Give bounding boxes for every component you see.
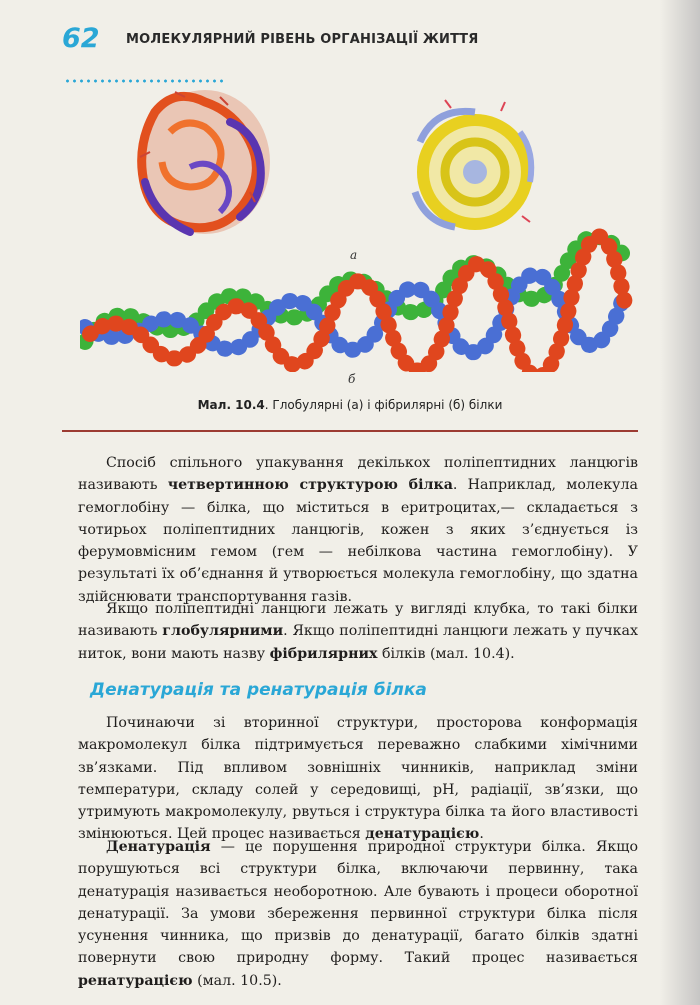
protein-illustration bbox=[80, 72, 640, 372]
p2-text-e: білків (мал. 10.4). bbox=[377, 645, 515, 662]
page-edge-shadow bbox=[660, 0, 700, 1005]
page-number: 62 bbox=[62, 23, 100, 54]
paragraph-quaternary bbox=[78, 452, 638, 608]
caption-number: Мал. 10.4 bbox=[197, 398, 265, 412]
section-rule bbox=[62, 430, 638, 432]
figure-label-a: а bbox=[350, 248, 358, 262]
figure-caption bbox=[0, 398, 700, 412]
term-renaturation: ренатурацією bbox=[78, 972, 193, 989]
term-fibrillar: фібрилярних bbox=[269, 645, 378, 662]
p2-text-a: Якщо поліпептидні ланцюги лежать у вигляді клубка, то такі білки називають bbox=[78, 601, 638, 640]
term-denaturation: денатурацією bbox=[365, 826, 480, 843]
figure-10-4 bbox=[80, 72, 640, 402]
paragraph-denaturation-definition bbox=[78, 836, 638, 992]
p4-text-b: — це порушення природної структури білка. Якщо порушуються всі структури білка, включаючи первинну, така денатурація називається необоротною. Але бувають і процеси оборотної денатурації. За умови збереження первинної структури білка після усунення чинника, що призвів до денатурації, багато білків здатні повернути свою природну форму. Такий процес називається bbox=[78, 839, 638, 967]
p4-text-d: (мал. 10.5). bbox=[192, 972, 282, 989]
p1-text-c: . Наприклад, молекула гемоглобіну — білка, що міститься в еритроцитах,— складається з чотирьох поліпептидних ланцюгів, кожен з яких з’єднується із ферумовмісним гемом (гем — небілкова частина гемоглобіну). У результаті їх об’єднання й утворюється молекула гемоглобіну, що здатна здійснювати транспортування газів. bbox=[78, 477, 638, 605]
term-globular: глобулярними bbox=[162, 623, 284, 640]
term-denaturation-def: Денатурація bbox=[106, 839, 211, 855]
term-quaternary-structure: четвертинною структурою білка bbox=[167, 477, 453, 494]
section-heading: Денатурація та ренатурація білка bbox=[90, 680, 427, 700]
paragraph-globular-fibrillar bbox=[78, 598, 638, 665]
caption-text: . Глобулярні (а) і фібрилярні (б) білки bbox=[264, 398, 503, 412]
p2-text-c: . Якщо поліпептидні ланцюги лежать у пучках ниток, вони мають назву bbox=[78, 623, 638, 662]
p3-text-a: Починаючи зі вторинної структури, просторова конформація макромолекул білка підтримується переважно слабкими хімічними зв’язками. Під впливом зовнішніх чинників, наприклад зміни температури, складу солей у середовищі, pH, радіації, зв’язки, що утримують макромолекулу, рвуться і структура білка та його властивості змінюються. Цей процес називається bbox=[78, 715, 638, 843]
paragraph-denaturation-intro bbox=[78, 712, 638, 846]
p1-text-a: Спосіб спільного упакування декількох поліпептидних ланцюгів називають bbox=[78, 455, 638, 494]
p3-text-c: . bbox=[479, 826, 484, 843]
globular-protein-yellow bbox=[415, 100, 533, 230]
running-title: МОЛЕКУЛЯРНИЙ РІВЕНЬ ОРГАНІЗАЦІЇ ЖИТТЯ bbox=[126, 32, 479, 47]
figure-label-b: б bbox=[348, 372, 356, 386]
globular-protein-hemoglobin bbox=[140, 90, 270, 234]
